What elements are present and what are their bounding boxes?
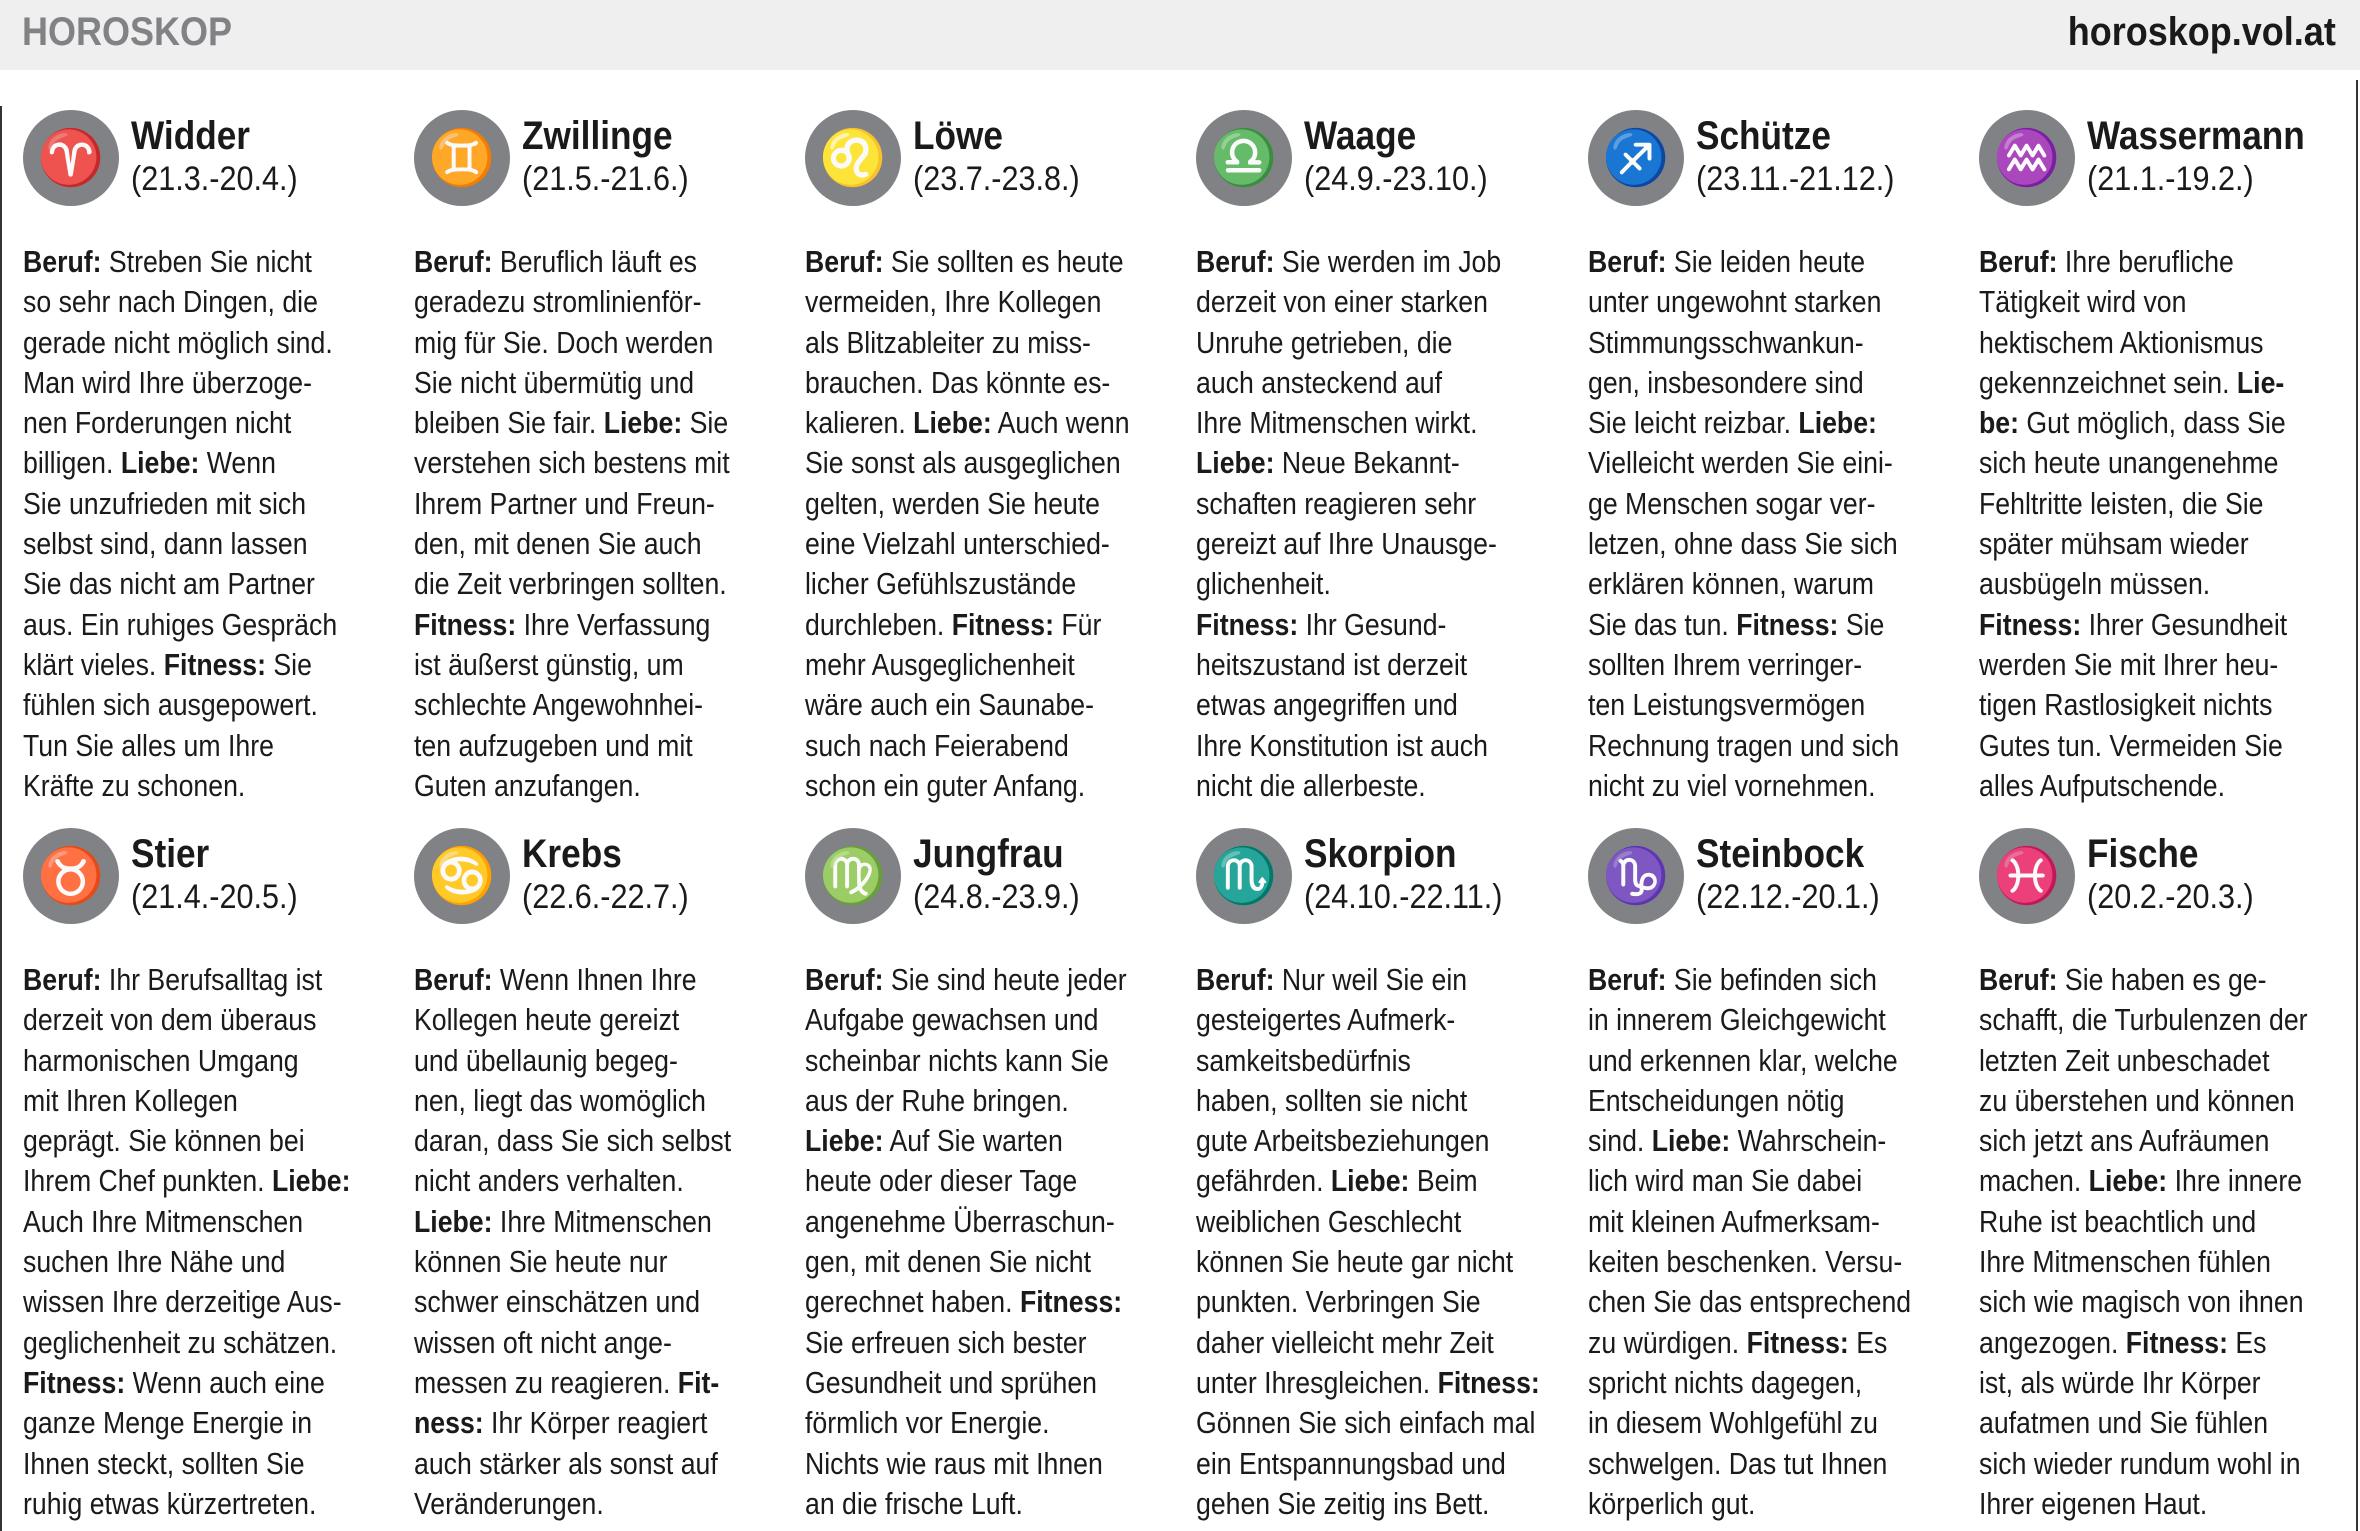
text-line: Ruhe ist beachtlich und [1979,1203,2257,1239]
text-line: ruhig etwas kürzertreten. [23,1485,317,1521]
section-label: Liebe: [1798,405,1877,441]
text-line: Tun Sie alles um Ihre [23,727,274,763]
text-line: Beruf: Sie sind heute jeder [805,962,1127,997]
text-line: etwas angegriffen und [1196,687,1458,723]
section-label: Fitness: [23,1364,126,1400]
text-line: licher Gefühlszustände [805,566,1077,602]
text-line: Fitness: Ihrer Gesundheit [1979,606,2288,642]
section-label: Liebe: [805,1123,884,1159]
horoscope-text [414,242,834,806]
text-line: kalieren. Liebe: Auch wenn [805,405,1130,441]
text-line: geglichenheit zu schätzen. [23,1324,338,1360]
text-line: letzten Zeit unbeschadet [1979,1042,2270,1078]
text-line: gen, insbesondere sind [1588,364,1864,400]
text-line: Tätigkeit wird von [1979,284,2187,320]
section-label: Beruf: [1196,244,1275,279]
text-line: suchen Ihre Nähe und [23,1244,286,1280]
text-line: scheinbar nichts kann Sie [805,1042,1109,1078]
text-line: gekennzeichnet sein. Lie- [1979,364,2285,400]
text-line: Beruf: Sie leiden heute [1588,244,1866,279]
text-line: Man wird Ihre überzoge- [23,364,312,400]
text-line: selbst sind, dann lassen [23,526,308,562]
text-line: Nichts wie raus mit Ihnen [805,1445,1103,1481]
text-line: schwelgen. Das tut Ihnen [1588,1445,1888,1481]
text-line: aus. Ein ruhiges Gespräch [23,606,338,642]
text-line: und erkennen klar, welche [1588,1042,1898,1078]
text-line: den, mit denen Sie auch [414,526,702,562]
text-line: gefährden. Liebe: Beim [1196,1163,1478,1199]
text-line: gesteigertes Aufmerk- [1196,1002,1456,1038]
sign-name: Zwillinge [522,114,673,158]
text-line: unter ungewohnt starken [1588,284,1882,320]
text-line: werden Sie mit Ihrer heu- [1979,646,2279,682]
text-line: ist, als würde Ihr Körper [1979,1364,2261,1400]
sign-name: Widder [131,114,250,158]
sign-dates: (24.10.-22.11.) [1304,878,1503,916]
text-line: ganze Menge Energie in [23,1405,313,1441]
sign-dates: (23.11.-21.12.) [1696,160,1895,198]
text-line: geradezu stromlinienför- [414,284,702,320]
ram-icon: ♈ [23,110,119,206]
section-label: Fitness: [1746,1324,1849,1360]
text-line: gereizt auf Ihre Unausge- [1196,526,1497,562]
text-line: Gutes tun. Vermeiden Sie [1979,727,2283,763]
text-line: Kollegen heute gereizt [414,1002,680,1038]
crab-icon: ♋ [414,828,510,924]
text-line: ein Entspannungsbad und [1196,1445,1506,1481]
text-line: ten Leistungsvermögen [1588,687,1866,723]
text-line: Beruf: Sie haben es ge- [1979,962,2267,997]
section-label: Lie- [2236,364,2285,400]
section-label: Fitness: [1196,606,1299,642]
text-line: gehen Sie zeitig ins Bett. [1196,1485,1490,1521]
text-line: machen. Liebe: Ihre innere [1979,1163,2303,1199]
section-title: HOROSKOP [22,10,233,54]
text-line: weiblichen Geschlecht [1196,1203,1462,1239]
section-label: Fit- [677,1364,720,1400]
text-line: in diesem Wohlgefühl zu [1588,1405,1878,1441]
text-line: wissen Ihre derzeitige Aus- [23,1284,342,1320]
text-line: eine Vielzahl unterschied- [805,526,1110,562]
text-line: daran, dass Sie sich selbst [414,1123,732,1159]
text-line: nicht zu viel vornehmen. [1588,767,1876,803]
text-line: glichenheit. [1196,566,1331,602]
section-label: ness: [414,1405,484,1441]
sign-dates: (22.6.-22.7.) [522,878,689,916]
horoscope-text [1588,960,2008,1524]
section-label: Beruf: [1588,244,1667,279]
horoscope-text [1979,960,2360,1524]
text-line: Liebe: Ihre Mitmenschen [414,1203,712,1239]
goat-icon: ♑ [1588,828,1684,924]
text-line: samkeitsbedürfnis [1196,1042,1411,1078]
text-line: klärt vieles. Fitness: Sie [23,646,312,682]
text-line: wissen oft nicht ange- [414,1324,672,1360]
text-line: an die frische Luft. [805,1485,1023,1521]
text-line: Ihre Mitmenschen fühlen [1979,1244,2271,1280]
text-line: nen, liegt das womöglich [414,1082,706,1118]
fish-icon: ♓ [1979,828,2075,924]
text-line: unter Ihresgleichen. Fitness: [1196,1364,1540,1400]
section-label: Liebe: [1196,445,1275,481]
text-line: ausbügeln müssen. [1979,566,2211,602]
text-line: zu überstehen und können [1979,1082,2295,1118]
section-label: Beruf: [23,244,102,279]
section-label: Beruf: [23,962,102,997]
text-line: alles Aufputschende. [1979,767,2226,803]
text-line: Ihre Mitmenschen wirkt. [1196,405,1478,441]
text-line: Ihrem Chef punkten. Liebe: [23,1163,351,1199]
sign-dates: (24.9.-23.10.) [1304,160,1488,198]
text-line: können Sie heute nur [414,1244,668,1280]
text-line: Sie nicht übermütig und [414,364,695,400]
water-jug-icon: ♒ [1979,110,2075,206]
scorpion-icon: ♏ [1196,828,1292,924]
text-line: Beruf: Sie werden im Job [1196,244,1502,279]
text-line: körperlich gut. [1588,1485,1756,1521]
text-line: bleiben Sie fair. Liebe: Sie [414,405,729,441]
text-line: billigen. Liebe: Wenn [23,445,276,481]
text-line: gerechnet haben. Fitness: [805,1284,1123,1320]
text-line: aus der Ruhe bringen. [805,1082,1069,1118]
text-line: angezogen. Fitness: Es [1979,1324,2267,1360]
section-label: Fitness: [2125,1324,2228,1360]
text-line: wäre auch ein Saunabe- [805,687,1095,723]
text-line: schlechte Angewohnhei- [414,687,704,723]
text-line: Sie leicht reizbar. Liebe: [1588,405,1877,441]
text-line: punkten. Verbringen Sie [1196,1284,1481,1320]
text-line: ist äußerst günstig, um [414,646,684,682]
text-line: derzeit von einer starken [1196,284,1488,320]
horoscope-text [1196,242,1616,806]
section-label: Liebe: [271,1163,351,1199]
text-line: und übellaunig begeg- [414,1042,678,1078]
text-line: schon ein guter Anfang. [805,767,1086,803]
header-bar [0,0,2360,70]
section-label: Beruf: [414,962,493,997]
sign-name: Skorpion [1304,832,1457,876]
text-line: nicht die allerbeste. [1196,767,1426,803]
text-line: Beruf: Wenn Ihnen Ihre [414,962,697,997]
horoscope-text [23,960,443,1524]
sign-name: Steinbock [1696,832,1865,876]
text-line: fühlen sich ausgepowert. [23,687,318,723]
text-line: Aufgabe gewachsen und [805,1002,1099,1038]
text-line: Beruf: Ihr Berufsalltag ist [23,962,323,997]
text-line: spricht nichts dagegen, [1588,1364,1863,1400]
sign-dates: (21.4.-20.5.) [131,878,298,916]
twins-icon: ♊ [414,110,510,206]
left-divider [0,106,2,1531]
text-line: ness: Ihr Körper reagiert [414,1405,708,1441]
text-line: Auch Ihre Mitmenschen [23,1203,304,1239]
text-line: gen, mit denen Sie nicht [805,1244,1092,1280]
text-line: haben, sollten sie nicht [1196,1082,1468,1118]
section-label: Beruf: [1979,962,2058,997]
sign-dates: (21.3.-20.4.) [131,160,298,198]
text-line: tigen Rastlosigkeit nichts [1979,687,2273,723]
text-line: Beruf: Ihre berufliche [1979,244,2234,279]
section-label: Beruf: [1196,962,1275,997]
lion-icon: ♌ [805,110,901,206]
sign-name: Wassermann [2087,114,2305,158]
text-line: Sie das nicht am Partner [23,566,315,602]
section-label: Beruf: [805,962,884,997]
text-line: erklären können, warum [1588,566,1875,602]
text-line: keiten beschenken. Versu- [1588,1244,1903,1280]
text-line: Ihrem Partner und Freun- [414,485,715,521]
sign-name: Jungfrau [913,832,1064,876]
text-line: schwer einschätzen und [414,1284,701,1320]
text-line: harmonischen Umgang [23,1042,299,1078]
horoscope-text [1196,960,1616,1524]
text-line: vermeiden, Ihre Kollegen [805,284,1102,320]
sign-name: Stier [131,832,210,876]
text-line: Gönnen Sie sich einfach mal [1196,1405,1536,1441]
sign-dates: (23.7.-23.8.) [913,160,1080,198]
section-label: Fitness: [1736,606,1839,642]
text-line: durchleben. Fitness: Für [805,606,1102,642]
text-line: such nach Feierabend [805,727,1069,763]
text-line: auch stärker als sonst auf [414,1445,718,1481]
text-line: Ihrer eigenen Haut. [1979,1485,2208,1521]
horoscope-text [23,242,443,806]
sign-name: Löwe [913,114,1003,158]
text-line: Sie sonst als ausgeglichen [805,445,1121,481]
section-label: Liebe: [120,445,200,481]
text-line: verstehen sich bestens mit [414,445,730,481]
sign-name: Schütze [1696,114,1831,158]
text-line: mehr Ausgeglichenheit [805,646,1075,682]
section-label: Beruf: [414,244,493,279]
section-label: Liebe: [1330,1163,1410,1199]
text-line: messen zu reagieren. Fit- [414,1364,720,1400]
text-line: so sehr nach Dingen, die [23,284,318,320]
text-line: Beruf: Streben Sie nicht [23,244,312,279]
text-line: Beruf: Beruflich läuft es [414,244,698,279]
text-line: aufatmen und Sie fühlen [1979,1405,2269,1441]
horoscope-text [414,960,834,1524]
text-line: Rechnung tragen und sich [1588,727,1900,763]
maiden-icon: ♍ [805,828,901,924]
text-line: schaften reagieren sehr [1196,485,1477,521]
text-line: daher vielleicht mehr Zeit [1196,1324,1494,1360]
text-line: schafft, die Turbulenzen der [1979,1002,2308,1038]
text-line: heitszustand ist derzeit [1196,646,1468,682]
text-line: Beruf: Sie sollten es heute [805,244,1124,279]
text-line: Sie das tun. Fitness: Sie [1588,606,1885,642]
text-line: Guten anzufangen. [414,767,641,803]
text-line: Stimmungsschwankun- [1588,324,1864,360]
text-line: Ihnen steckt, sollten Sie [23,1445,305,1481]
section-label: Beruf: [1588,962,1667,997]
text-line: sollten Ihrem verringer- [1588,646,1863,682]
section-label: Fitness: [163,646,266,682]
sign-name: Krebs [522,832,622,876]
text-line: Fitness: Ihr Gesund- [1196,606,1447,642]
sign-name: Waage [1304,114,1417,158]
text-line: später mühsam wieder [1979,526,2249,562]
text-line: letzen, ohne dass Sie sich [1588,526,1898,562]
sign-dates: (22.12.-20.1.) [1696,878,1880,916]
text-line: sind. Liebe: Wahrschein- [1588,1123,1887,1159]
text-line: lich wird man Sie dabei [1588,1163,1863,1199]
text-line: mit kleinen Aufmerksam- [1588,1203,1880,1239]
bow-arrow-icon: ♐ [1588,110,1684,206]
section-label: Liebe: [1651,1123,1731,1159]
section-label: be: [1979,405,2019,441]
section-label: Liebe: [603,405,683,441]
text-line: Liebe: Auf Sie warten [805,1123,1063,1159]
text-line: Fitness: Wenn auch eine [23,1364,325,1400]
text-line: sich heute unangenehme [1979,445,2279,481]
sign-dates: (21.5.-21.6.) [522,160,689,198]
horoscope-text [805,242,1225,806]
site-link[interactable]: horoskop.vol.at [2067,10,2336,54]
text-line: mit Ihren Kollegen [23,1082,238,1118]
horoscope-text [1588,242,2008,806]
text-line: sich jetzt ans Aufräumen [1979,1123,2270,1159]
text-line: ten aufzugeben und mit [414,727,693,763]
text-line: sich wieder rundum wohl in [1979,1445,2301,1481]
text-line: Sie unzufrieden mit sich [23,485,307,521]
section-label: Fitness: [1979,606,2082,642]
text-line: Gesundheit und sprühen [805,1364,1098,1400]
section-label: Fitness: [414,606,517,642]
text-line: chen Sie das entsprechend [1588,1284,1912,1320]
text-line: heute oder dieser Tage [805,1163,1078,1199]
text-line: derzeit von dem überaus [23,1002,317,1038]
text-line: sich wie magisch von ihnen [1979,1284,2304,1320]
text-line: können Sie heute gar nicht [1196,1244,1514,1280]
text-line: Fehltritte leisten, die Sie [1979,485,2264,521]
text-line: Kräfte zu schonen. [23,767,246,803]
horoscope-text [1979,242,2360,806]
text-line: gute Arbeitsbeziehungen [1196,1123,1490,1159]
text-line: ge Menschen sogar ver- [1588,485,1876,521]
text-line: geprägt. Sie können bei [23,1123,305,1159]
section-label: Fitness: [951,606,1054,642]
text-line: Beruf: Sie befinden sich [1588,962,1877,997]
text-line: be: Gut möglich, dass Sie [1979,405,2286,441]
text-line: die Zeit verbringen sollten. [414,566,727,602]
bull-icon: ♉ [23,828,119,924]
text-line: gelten, werden Sie heute [805,485,1100,521]
text-line: förmlich vor Energie. [805,1405,1050,1441]
text-line: mig für Sie. Doch werden [414,324,714,360]
sign-dates: (20.2.-20.3.) [2087,878,2254,916]
text-line: Fitness: Ihre Verfassung [414,606,711,642]
text-line: Ihre Konstitution ist auch [1196,727,1488,763]
text-line: nen Forderungen nicht [23,405,292,441]
section-label: Fitness: [1437,1364,1540,1400]
text-line: angenehme Überraschun- [805,1203,1115,1239]
scales-icon: ♎ [1196,110,1292,206]
text-line: zu würdigen. Fitness: Es [1588,1324,1888,1360]
text-line: Liebe: Neue Bekannt- [1196,445,1460,481]
sign-name: Fische [2087,832,2199,876]
text-line: als Blitzableiter zu miss- [805,324,1091,360]
text-line: auch ansteckend auf [1196,364,1443,400]
text-line: hektischem Aktionismus [1979,324,2264,360]
text-line: Unruhe getrieben, die [1196,324,1453,360]
section-label: Beruf: [805,244,884,279]
text-line: Vielleicht werden Sie eini- [1588,445,1893,481]
section-label: Beruf: [1979,244,2058,279]
text-line: Beruf: Nur weil Sie ein [1196,962,1468,997]
text-line: brauchen. Das könnte es- [805,364,1111,400]
sign-dates: (24.8.-23.9.) [913,878,1080,916]
text-line: Sie erfreuen sich bester [805,1324,1087,1360]
text-line: gerade nicht möglich sind. [23,324,333,360]
text-line: Entscheidungen nötig [1588,1082,1845,1118]
section-label: Fitness: [1019,1284,1123,1320]
text-line: in innerem Gleichgewicht [1588,1002,1886,1038]
section-label: Liebe: [2088,1163,2168,1199]
text-line: Veränderungen. [414,1485,604,1521]
section-label: Liebe: [913,405,992,441]
sign-dates: (21.1.-19.2.) [2087,160,2254,198]
horoscope-text [805,960,1225,1524]
text-line: nicht anders verhalten. [414,1163,684,1199]
section-label: Liebe: [414,1203,493,1239]
